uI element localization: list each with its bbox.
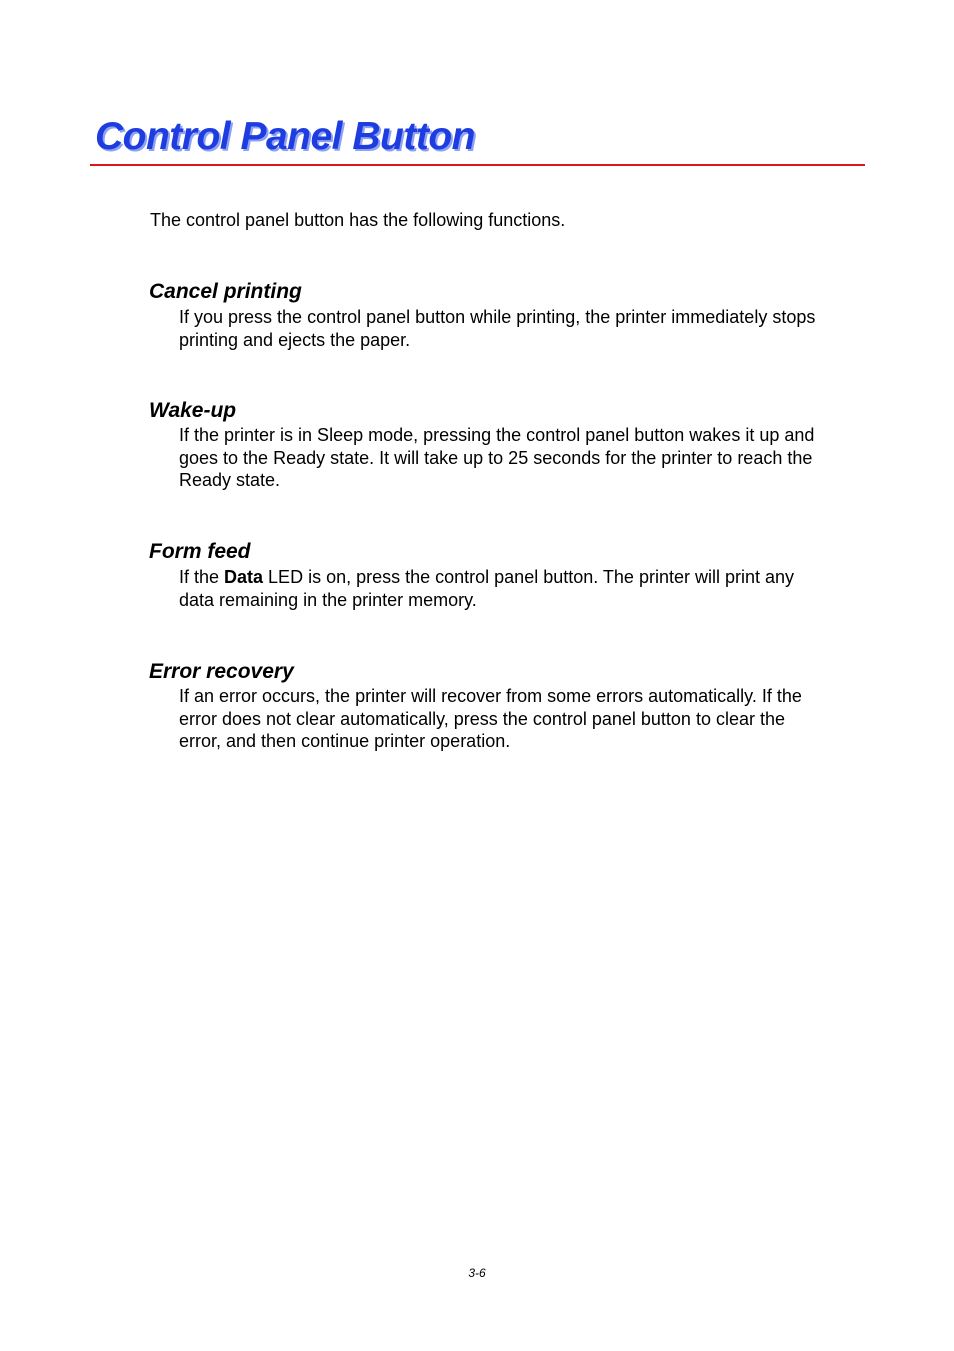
body-line: If the printer is in Sleep mode, pressing the control panel button wakes it up and bbox=[179, 425, 815, 445]
body-line: If an error occurs, the printer will recover from some errors automatically. If the bbox=[179, 686, 802, 706]
page-number: 3-6 bbox=[468, 1266, 486, 1280]
body-line: Ready state. bbox=[179, 470, 281, 490]
body-line bbox=[179, 566, 867, 589]
section-body-error-recovery bbox=[179, 685, 867, 753]
section-heading-form-feed: Form feed bbox=[149, 540, 251, 563]
body-line: printing and ejects the paper. bbox=[179, 329, 411, 350]
body-line: data remaining in the printer memory. bbox=[179, 589, 477, 610]
intro-paragraph: The control panel button has the following functions. bbox=[150, 210, 566, 230]
section-heading-wake-up: Wake-up bbox=[149, 399, 237, 422]
section-body-wake-up bbox=[179, 424, 867, 492]
section-body-form-feed bbox=[179, 566, 867, 611]
page-title: Control Panel Button bbox=[95, 115, 475, 158]
body-line: error, and then continue printer operation. bbox=[179, 731, 511, 751]
body-text: If the bbox=[179, 567, 225, 587]
data-led-label: Data bbox=[224, 567, 264, 587]
body-line: error does not clear automatically, press the control panel button to clear the bbox=[179, 708, 785, 729]
body-line: If you press the control panel button while printing, the printer immediately stops bbox=[179, 307, 816, 327]
body-text: LED is on, press the control panel button. The printer will print any bbox=[263, 567, 794, 587]
title-divider bbox=[90, 164, 865, 166]
body-line: goes to the Ready state. It will take up to 25 seconds for the printer to reach the bbox=[179, 447, 813, 468]
section-body-cancel-printing bbox=[179, 306, 867, 351]
section-heading-cancel-printing: Cancel printing bbox=[149, 280, 302, 303]
section-heading-error-recovery: Error recovery bbox=[149, 660, 294, 683]
